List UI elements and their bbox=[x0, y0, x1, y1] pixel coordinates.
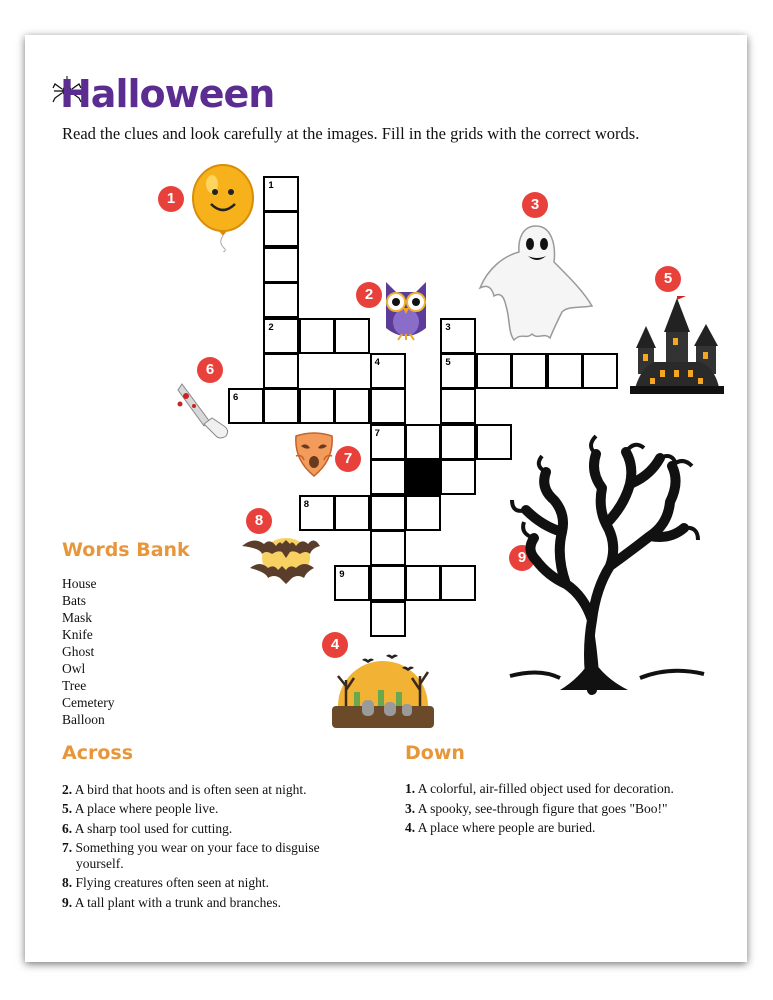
grid-number-3: 3 bbox=[445, 321, 451, 333]
across-clue-7: 7. Something you wear on your face to disguise bbox=[62, 840, 320, 855]
grid-cell[interactable] bbox=[405, 495, 441, 531]
grid-cell[interactable] bbox=[440, 388, 476, 424]
word-knife: Knife bbox=[62, 627, 93, 642]
grid-cell[interactable] bbox=[263, 247, 299, 283]
grid-cell[interactable] bbox=[334, 318, 370, 354]
grid-cell[interactable] bbox=[370, 459, 406, 495]
balloon-icon bbox=[188, 162, 258, 252]
ghost-icon bbox=[474, 222, 598, 344]
grid-cell[interactable] bbox=[405, 565, 441, 601]
picture-badge-4: 4 bbox=[322, 632, 348, 658]
grid-cell[interactable] bbox=[370, 495, 406, 531]
down-clue-1: 1. A colorful, air-filled object used for decoration. bbox=[405, 781, 674, 796]
grid-cell[interactable] bbox=[299, 388, 335, 424]
word-owl: Owl bbox=[62, 661, 86, 676]
grid-cell[interactable] bbox=[299, 318, 335, 354]
grid-cell[interactable] bbox=[440, 424, 476, 460]
grid-cell[interactable] bbox=[405, 424, 441, 460]
down-clue-4: 4. A place where people are buried. bbox=[405, 820, 596, 835]
picture-badge-7: 7 bbox=[335, 446, 361, 472]
down-clue-3: 3. A spooky, see-through figure that goes "Boo!" bbox=[405, 801, 668, 816]
instructions-text: Read the clues and look carefully at the images. Fill in the grids with the correct words. bbox=[62, 124, 640, 143]
grid-cell[interactable] bbox=[334, 388, 370, 424]
mask-icon bbox=[292, 430, 336, 478]
grid-cell[interactable] bbox=[334, 495, 370, 531]
grid-number-6: 6 bbox=[233, 392, 239, 404]
cemetery-icon bbox=[332, 646, 434, 728]
grid-number-1: 1 bbox=[268, 180, 274, 191]
grid-cell[interactable] bbox=[263, 211, 299, 247]
across-heading: Across bbox=[62, 742, 134, 764]
across-clue-7-cont: yourself. bbox=[76, 856, 124, 871]
grid-cell[interactable] bbox=[547, 353, 583, 389]
grid-number-7: 7 bbox=[374, 427, 380, 439]
grid-number-9: 9 bbox=[339, 569, 345, 581]
grid-cell-blocked bbox=[405, 459, 441, 495]
grid-number-5: 5 bbox=[445, 357, 451, 368]
page-title: Halloween bbox=[60, 72, 275, 116]
bats-icon bbox=[240, 530, 322, 588]
grid-cell[interactable] bbox=[370, 388, 406, 424]
word-balloon: Balloon bbox=[62, 712, 105, 727]
picture-badge-3: 3 bbox=[522, 192, 548, 218]
word-ghost: Ghost bbox=[62, 644, 95, 659]
tree-icon bbox=[500, 428, 714, 696]
picture-badge-8: 8 bbox=[246, 508, 272, 534]
owl-icon bbox=[380, 278, 432, 344]
across-clue-5: 5. A place where people live. bbox=[62, 801, 219, 816]
word-house: House bbox=[62, 576, 97, 591]
grid-cell[interactable] bbox=[370, 601, 406, 637]
grid-cell[interactable] bbox=[582, 353, 618, 389]
house-icon bbox=[630, 296, 724, 394]
across-clue-2: 2. A bird that hoots and is often seen at night. bbox=[62, 782, 307, 797]
down-heading: Down bbox=[405, 742, 465, 764]
grid-cell[interactable] bbox=[511, 353, 547, 389]
picture-badge-9: 9 bbox=[509, 545, 535, 571]
word-cemetery: Cemetery bbox=[62, 695, 115, 710]
grid-cell[interactable] bbox=[370, 530, 406, 566]
picture-badge-5: 5 bbox=[655, 266, 681, 292]
picture-badge-6: 6 bbox=[197, 357, 223, 383]
across-clue-9: 9. A tall plant with a trunk and branches. bbox=[62, 895, 281, 910]
grid-cell[interactable] bbox=[476, 353, 512, 389]
word-bats: Bats bbox=[62, 593, 87, 608]
grid-number-4: 4 bbox=[374, 357, 380, 368]
grid-cell[interactable] bbox=[263, 282, 299, 318]
word-mask: Mask bbox=[62, 610, 92, 625]
grid-cell[interactable] bbox=[263, 353, 299, 389]
across-clue-8: 8. Flying creatures often seen at night. bbox=[62, 875, 269, 890]
picture-badge-2: 2 bbox=[356, 282, 382, 308]
grid-number-2: 2 bbox=[268, 321, 274, 333]
words-bank-heading: Words Bank bbox=[62, 539, 190, 561]
picture-badge-1: 1 bbox=[158, 186, 184, 212]
across-clue-6: 6. A sharp tool used for cutting. bbox=[62, 821, 233, 836]
word-tree: Tree bbox=[62, 678, 87, 693]
grid-number-8: 8 bbox=[303, 498, 310, 510]
grid-cell[interactable] bbox=[370, 565, 406, 601]
grid-cell[interactable] bbox=[263, 388, 299, 424]
knife-icon bbox=[172, 380, 232, 442]
grid-cell[interactable] bbox=[440, 565, 476, 601]
grid-cell[interactable] bbox=[440, 459, 476, 495]
